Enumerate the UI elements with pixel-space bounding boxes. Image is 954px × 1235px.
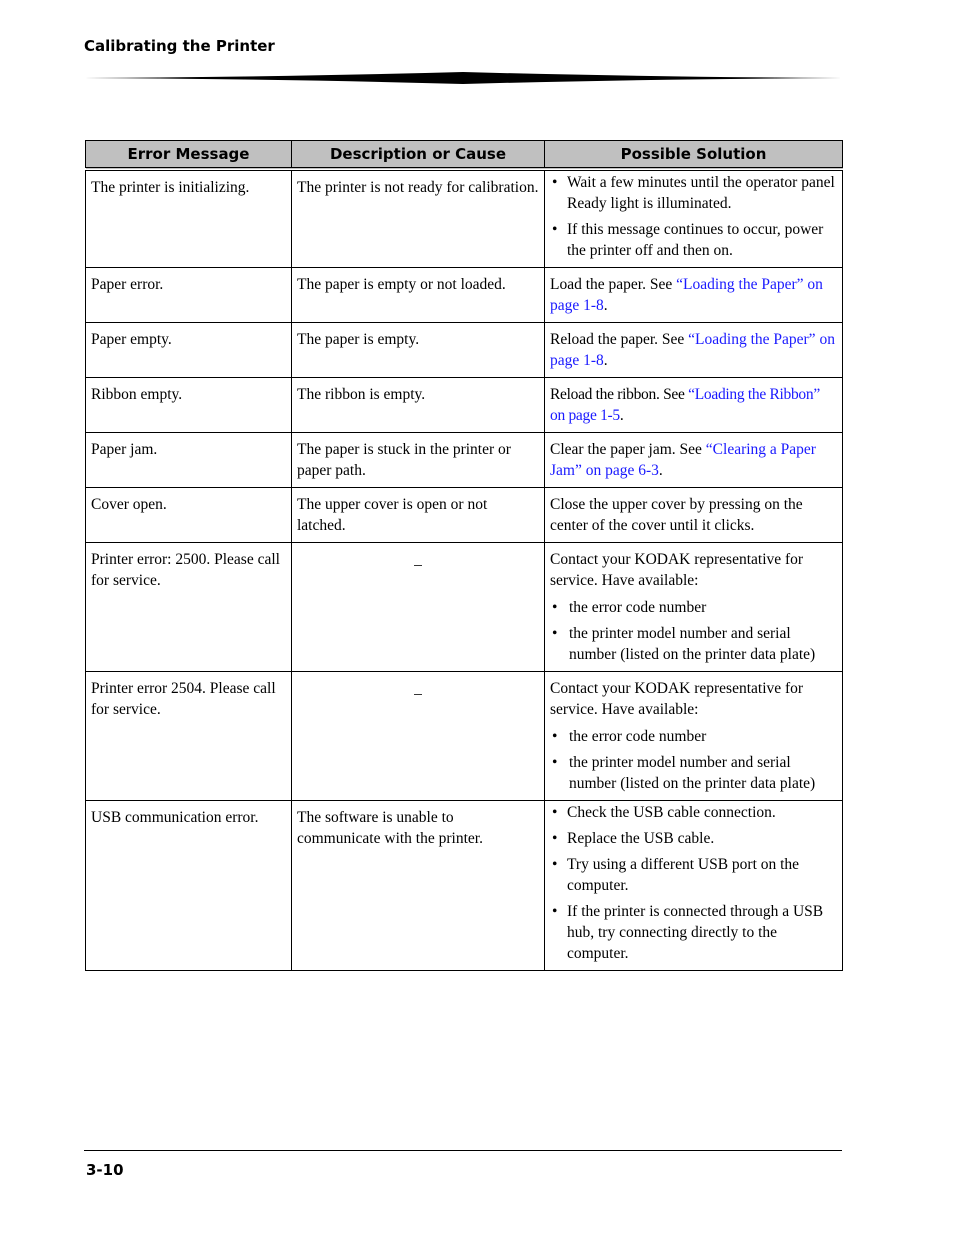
solution-bullet: • Check the USB cable connection. xyxy=(550,802,837,823)
error-message-cell: Ribbon empty. xyxy=(86,378,292,433)
cause-cell: The upper cover is open or not latched. xyxy=(292,488,545,543)
solution-text: Contact your KODAK representative for service. Have available: xyxy=(550,680,804,718)
cause-cell: The ribbon is empty. xyxy=(292,378,545,433)
error-message-cell: The printer is initializing. xyxy=(86,169,292,268)
cause-cell: The software is unable to communicate with the printer. xyxy=(292,801,545,971)
error-message-cell: Paper jam. xyxy=(86,433,292,488)
table-header-row xyxy=(86,141,843,170)
solution-bullet: • the printer model number and serial number (listed on the printer data plate) xyxy=(550,752,837,794)
solution-cell xyxy=(545,801,843,971)
cause-cell: The paper is stuck in the printer or paper path. xyxy=(292,433,545,488)
solution-cell xyxy=(545,672,843,801)
solution-cell xyxy=(545,268,843,323)
solution-bullet: • the error code number xyxy=(550,597,837,618)
cross-reference-link[interactable]: “Loading the Ribbon” on page 1-5 xyxy=(550,386,820,424)
cross-reference-link[interactable]: “Clearing a Paper Jam” on page 6-3 xyxy=(550,441,816,479)
solution-bullet: • Replace the USB cable. xyxy=(550,828,837,849)
solution-cell xyxy=(545,543,843,672)
error-message-cell: Printer error: 2500. Please call for service. xyxy=(86,543,292,672)
solution-punctuation: . xyxy=(658,462,663,479)
cause-cell: The paper is empty or not loaded. xyxy=(292,268,545,323)
solution-bullet: • Wait a few minutes until the operator panel Ready light is illuminated. xyxy=(550,172,837,214)
solution-bullet: • the error code number xyxy=(550,726,837,747)
solution-bullet: • Try using a different USB port on the computer. xyxy=(550,854,837,896)
solution-text: Clear the paper jam. See xyxy=(550,441,706,458)
column-header-description: Description or Cause xyxy=(292,141,545,170)
footer-rule xyxy=(84,1150,842,1151)
table-row xyxy=(86,268,843,323)
error-message-cell: Printer error 2504. Please call for service. xyxy=(86,672,292,801)
error-message-cell: Paper error. xyxy=(86,268,292,323)
cause-cell: _ xyxy=(292,672,545,801)
table-row xyxy=(86,488,843,543)
solution-text: Reload the paper. See xyxy=(550,331,689,348)
error-message-table xyxy=(85,140,843,971)
table-row xyxy=(86,378,843,433)
table-row xyxy=(86,169,843,268)
solution-text: Load the paper. See xyxy=(550,276,677,293)
solution-text: Reload the ribbon. See xyxy=(550,386,689,403)
page-number: 3-10 xyxy=(86,1161,124,1179)
table-row xyxy=(86,323,843,378)
solution-bullet: • If this message continues to occur, power the printer off and then on. xyxy=(550,219,837,261)
cause-cell: The paper is empty. xyxy=(292,323,545,378)
solution-text: Contact your KODAK representative for service. Have available: xyxy=(550,551,804,589)
error-message-cell: USB communication error. xyxy=(86,801,292,971)
solution-punctuation: . xyxy=(603,352,608,369)
cross-reference-link[interactable]: “Loading the Paper” on page 1-8 xyxy=(550,276,823,314)
solution-cell: Close the upper cover by pressing on the center of the cover until it clicks. xyxy=(545,488,843,543)
error-message-cell: Paper empty. xyxy=(86,323,292,378)
cross-reference-link[interactable]: “Loading the Paper” on page 1-8 xyxy=(550,331,835,369)
column-header-error-message: Error Message xyxy=(86,141,292,170)
error-message-cell: Cover open. xyxy=(86,488,292,543)
solution-punctuation: . xyxy=(619,407,624,424)
solution-cell xyxy=(545,323,843,378)
running-header-title: Calibrating the Printer xyxy=(84,37,275,55)
solution-cell xyxy=(545,378,843,433)
column-header-solution: Possible Solution xyxy=(545,141,843,170)
cause-cell: _ xyxy=(292,543,545,672)
solution-bullet: • the printer model number and serial number (listed on the printer data plate) xyxy=(550,623,837,665)
table-row xyxy=(86,801,843,971)
table-row xyxy=(86,433,843,488)
header-rule xyxy=(84,70,842,86)
solution-punctuation: . xyxy=(603,297,608,314)
solution-bullet: • If the printer is connected through a USB hub, try connecting directly to the computer. xyxy=(550,901,837,964)
solution-cell xyxy=(545,433,843,488)
table-row xyxy=(86,672,843,801)
cause-cell: The printer is not ready for calibration. xyxy=(292,169,545,268)
solution-cell xyxy=(545,169,843,268)
table-row xyxy=(86,543,843,672)
